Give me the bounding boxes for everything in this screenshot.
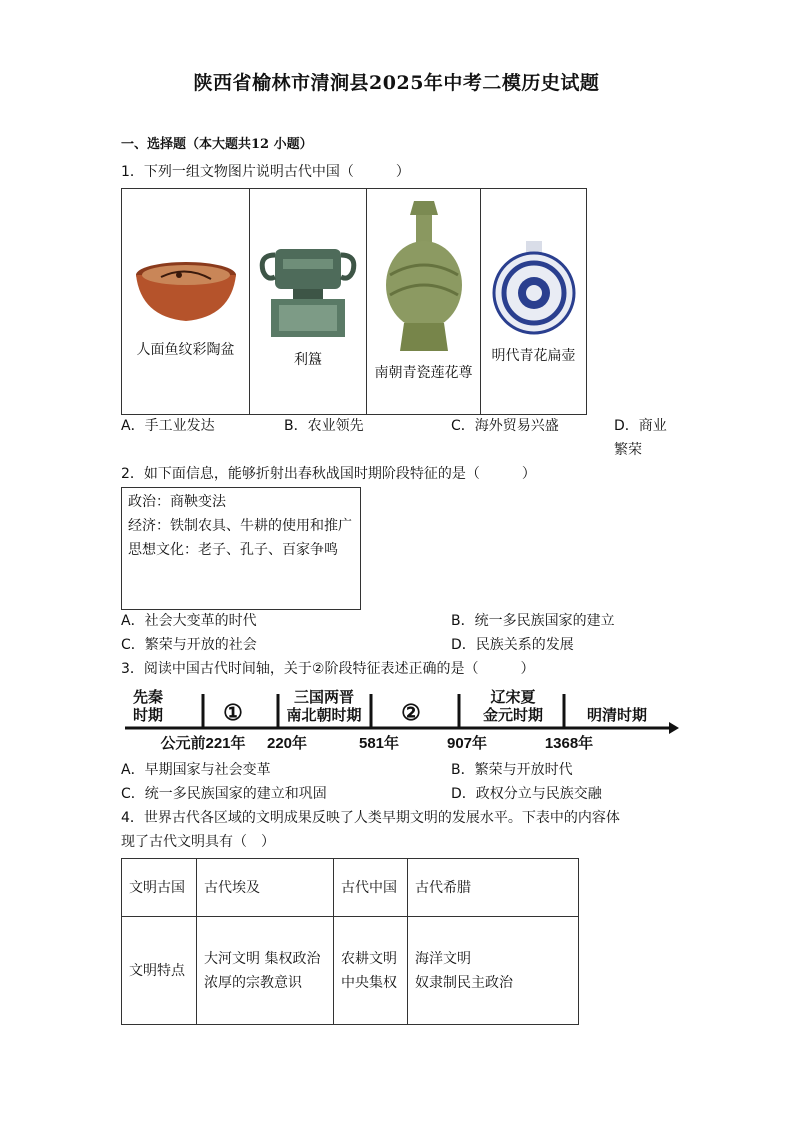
q2-info-box — [121, 487, 361, 610]
painted-pottery-basin-image — [131, 255, 241, 329]
q3-option-d[interactable]: D．政权分立与民族交融 — [451, 786, 602, 802]
civ-row-cell: 农耕文明 中央集权 — [334, 917, 408, 1025]
timeline-period-marker: ① — [223, 700, 243, 725]
q2-option-c[interactable]: C．繁荣与开放的社会 — [121, 637, 257, 653]
info-line: 思想文化：老子、孔子、百家争鸣 — [128, 542, 338, 558]
civ-header-cell: 古代埃及 — [197, 859, 334, 917]
info-line: 政治：商鞅变法 — [128, 494, 226, 510]
relic-cell-2 — [250, 189, 367, 415]
timeline-diagram — [121, 686, 681, 752]
page-title: 陕西省榆林市清涧县2025年中考二模历史试题 — [193, 72, 600, 94]
timeline-date-label: 907年 — [446, 735, 488, 752]
q2-option-a[interactable]: A．社会大变革的时代 — [121, 613, 257, 629]
li-gui-bronze-image — [253, 241, 363, 339]
timeline-date-label: 581年 — [358, 735, 400, 752]
relic-label: 南朝青瓷莲花尊 — [374, 365, 473, 381]
timeline-date-label: 220年 — [266, 735, 308, 752]
relic-label: 明代青花扁壶 — [491, 348, 576, 364]
q2-option-b[interactable]: B．统一多民族国家的建立 — [451, 613, 615, 629]
info-line: 经济：铁制农具、牛耕的使用和推广 — [128, 518, 352, 534]
q1-option-a[interactable]: A．手工业发达 — [121, 418, 215, 434]
civ-row-cell: 大河文明 集权政治 浓厚的宗教意识 — [197, 917, 334, 1025]
timeline-period-label: 三国两晋 — [293, 689, 355, 706]
question-2-stem: 2．如下面信息，能够折射出春秋战国时期阶段特征的是（ ） — [121, 466, 536, 482]
section-heading: 一、选择题（本大题共12 小题） — [121, 137, 313, 152]
q1-option-d[interactable]: D．商业繁荣 — [614, 418, 667, 458]
timeline-period-label: 金元时期 — [482, 707, 544, 724]
question-4-stem-line1: 4．世界古代各区域的文明成果反映了人类早期文明的发展水平。下表中的内容体 — [121, 810, 620, 826]
relic-cell-1 — [122, 189, 250, 415]
timeline-date-label: 1368年 — [544, 735, 594, 752]
relic-image-table — [121, 188, 587, 415]
relic-cell-3 — [367, 189, 481, 415]
civilization-table — [121, 858, 579, 1025]
civ-row-cell: 海洋文明 奴隶制民主政治 — [408, 917, 579, 1025]
question-1-stem: 1．下列一组文物图片说明古代中国（ ） — [121, 164, 410, 180]
civ-header-cell: 古代中国 — [334, 859, 408, 917]
timeline-period-label: 明清时期 — [586, 707, 648, 724]
question-4-stem-line2: 现了古代文明具有（ ） — [121, 834, 275, 850]
relic-label: 利簋 — [294, 352, 322, 368]
civ-header-cell: 文明古国 — [122, 859, 197, 917]
q1-option-b[interactable]: B．农业领先 — [284, 418, 364, 434]
timeline-period-label: 南北朝时期 — [286, 707, 362, 724]
timeline-date-label: 公元前221年 — [160, 735, 246, 752]
celadon-lotus-zun-image — [374, 195, 474, 355]
q2-option-d[interactable]: D．民族关系的发展 — [451, 637, 574, 653]
civ-header-cell: 古代希腊 — [408, 859, 579, 917]
relic-label: 人面鱼纹彩陶盆 — [136, 342, 235, 358]
timeline-period-label: 时期 — [133, 707, 164, 724]
q3-option-c[interactable]: C．统一多民族国家的建立和巩固 — [121, 786, 327, 802]
q3-option-b[interactable]: B．繁荣与开放时代 — [451, 762, 573, 778]
blue-white-flask-image — [486, 239, 582, 335]
q3-option-a[interactable]: A．早期国家与社会变革 — [121, 762, 271, 778]
timeline-period-label: 辽宋夏 — [490, 689, 536, 706]
relic-cell-4 — [481, 189, 587, 415]
civ-row-cell: 文明特点 — [122, 917, 197, 1025]
question-3-stem: 3．阅读中国古代时间轴，关于②阶段特征表述正确的是（ ） — [121, 661, 535, 677]
q1-option-c[interactable]: C．海外贸易兴盛 — [451, 418, 559, 434]
timeline-period-marker: ② — [401, 700, 421, 725]
timeline-period-label: 先秦 — [133, 689, 164, 706]
